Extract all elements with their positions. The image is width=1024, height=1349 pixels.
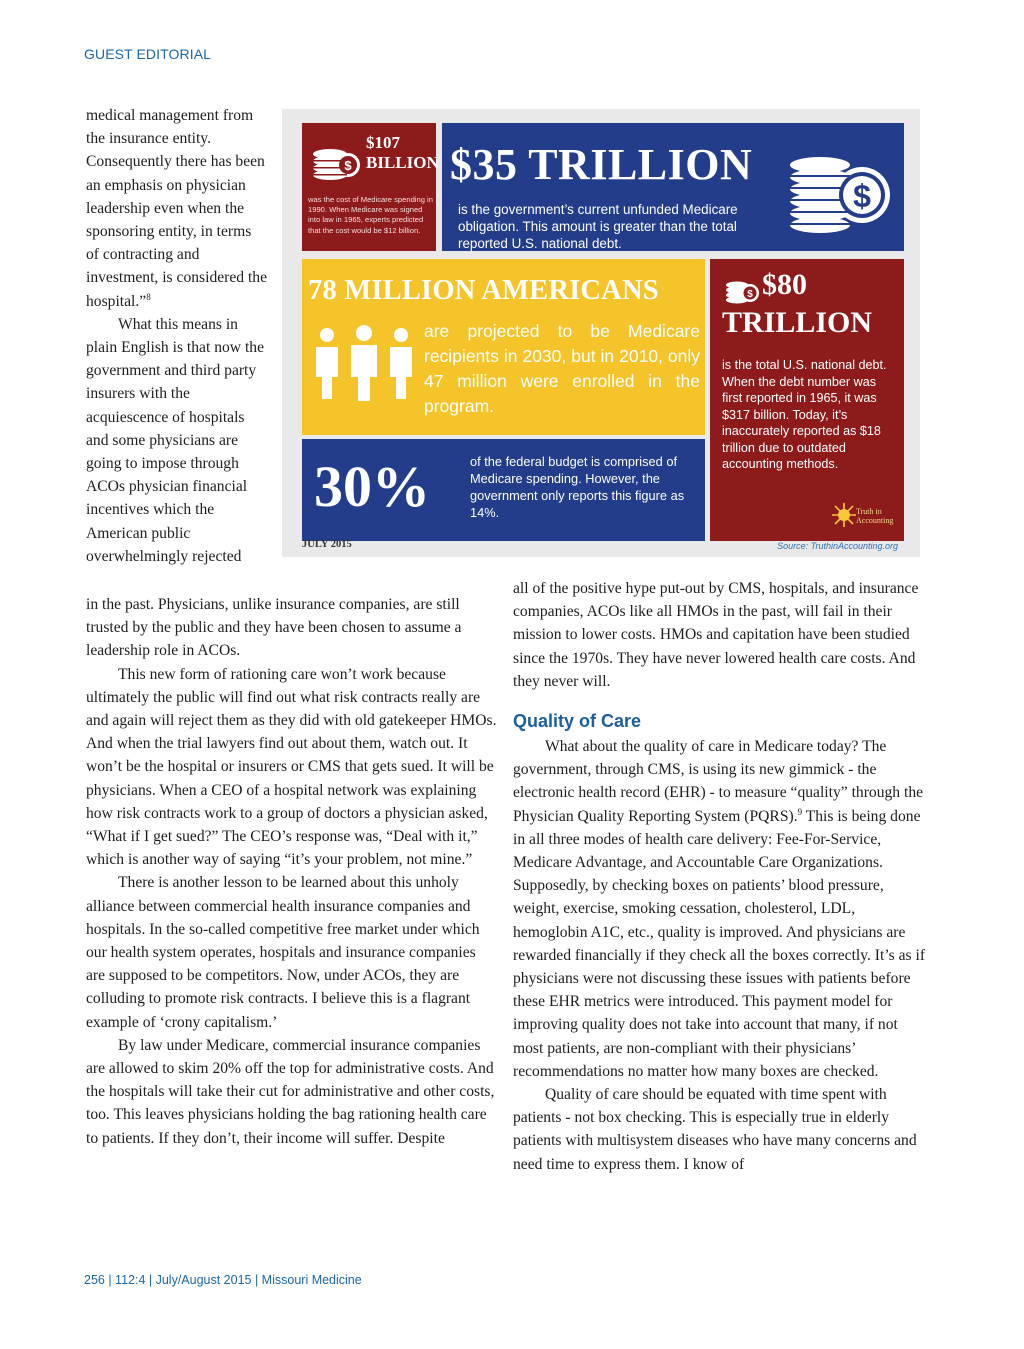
red2-unit: TRILLION xyxy=(722,306,873,339)
blue2-text: of the federal budget is comprised of Medicare spending. However, the government only reports this figure as 14%. xyxy=(470,454,685,520)
page-footer: 256 | 112:4 | July/August 2015 | Missouri Medicine xyxy=(84,1273,362,1287)
left-column-bottom xyxy=(86,593,498,1150)
svg-text:$: $ xyxy=(853,178,871,214)
box-107-billion xyxy=(302,123,439,251)
coin-stack-icon xyxy=(310,139,362,183)
paragraph-text: This is being done in all three modes of health care delivery: Fee-For-Service, Medicare Advantage, and Accountable Care Organizations. Supposedly, by checking boxes on patients’ blood pressure, weight, exercise, smoking cessation, cholesterol, LDL, hemoglobin A1C, etc., quality is improved. And physicians are rewarded financially if they check all the boxes correctly. It’s as if physicians were not discussing these issues with patients before these EHR metrics were introduced. This payment model for improving quality does not take into account that many, if not most patients, are non-compliant with their physicians’ recommendations no matter how many boxes are checked. xyxy=(513,807,926,1080)
infographic-date: JULY 2015 xyxy=(302,539,352,550)
blue1-text: is the government’s current unfunded Medicare obligation. This amount is greater than the total reported U.S. national debt. xyxy=(458,202,738,251)
box-35-trillion xyxy=(442,123,904,251)
red1-unit: BILLION xyxy=(366,153,439,172)
paragraph xyxy=(86,104,268,313)
box-30-percent xyxy=(302,439,705,541)
red2-amount: $80 xyxy=(762,268,807,301)
svg-text:$: $ xyxy=(344,158,352,173)
footnote-ref: 8 xyxy=(146,291,151,302)
paragraph: This new form of rationing care won’t work because ultimately the public will find out what risk contracts really are and again will reject them as they did with old gatekeeper HMOs. And when the trial lawyers find out about them, watch out. It won’t be the hospital or insurers or CMS that gets sued. It will be physicians. When a CEO of a hospital network was explaining how risk contracts work to a group of doctors a physician asked, “What if I get sued?” The CEO’s response was, “Deal with it,” which is another way of saying “it’s your problem, not mine.” xyxy=(86,665,497,869)
subheading-quality-of-care: Quality of Care xyxy=(513,711,642,732)
infographic-source: Source: TruthinAccounting.org xyxy=(777,541,898,551)
dollar-coin-icon xyxy=(786,141,894,237)
paragraph-text: What about the quality of care in Medicare today? The government, through CMS, is using its new gimmick - the electronic health record (EHR) - to measure “quality” through the Physician Quality Reporting System (PQRS). xyxy=(513,738,924,825)
people-icon xyxy=(312,325,416,401)
box-78-million xyxy=(302,259,705,435)
paragraph: By law under Medicare, commercial insurance companies are allowed to skim 20% off the top for administrative costs. And the hospitals will take their cut for administrative and other costs, too. This leaves physicians holding the bag rationing health care to patients. If they don’t, their income will suffer. Despite xyxy=(86,1036,495,1147)
red1-text: was the cost of Medicare spending in 1990. When Medicare was signed into law in 1965, experts predicted that the cost would be $12 billion. xyxy=(308,195,433,235)
red2-text: is the total U.S. national debt. When the debt number was first reported in 1965, it was $317 billion. Today, it’s inaccurately reported as $18 trillion due to outdated accounting methods. xyxy=(722,358,887,471)
red1-amount: $107 xyxy=(366,133,400,152)
section-label: GUEST EDITORIAL xyxy=(84,46,212,62)
blue2-percent: 30% xyxy=(314,454,430,519)
paragraph-text: medical management from the insurance entity. Consequently there has been an emphasis on physician leadership even when the sponsoring entity, in terms of contracting and investment, is considered the hospital.” xyxy=(86,107,268,310)
paragraph: all of the positive hype put-out by CMS, hospitals, and insurance companies, ACOs like all HMOs in the past, will fail in their mission to lower costs. HMOs and capitation have been studied since the 1970s. They have never lowered health care costs. And they never will. xyxy=(513,580,919,690)
footnote-ref: 9 xyxy=(797,806,803,817)
blue1-heading: $35 TRILLION xyxy=(450,140,753,189)
coin-stack-icon xyxy=(724,275,760,305)
truth-in-accounting-logo-text: Truth in Accounting xyxy=(856,507,894,525)
svg-text:$: $ xyxy=(747,289,753,300)
box-80-trillion xyxy=(710,259,904,541)
right-column xyxy=(513,577,927,1176)
paragraph: Quality of care should be equated with time spent with patients - not box checking. This is especially true in elderly patients with multisystem diseases who have many concerns and need time to express them. I know of xyxy=(513,1086,917,1173)
paragraph xyxy=(513,735,927,1083)
yellow-heading: 78 MILLION AMERICANS xyxy=(308,275,659,306)
yellow-text: are projected to be Medicare recipients in 2030, but in 2010, only 47 million were enrolled in the program. xyxy=(424,321,700,416)
medicare-infographic xyxy=(282,109,920,557)
paragraph: There is another lesson to be learned about this unholy alliance between commercial health insurance companies and hospitals. In the so-called competitive free market under which our health system operates, hospitals and insurance companies are supposed to be competitors. Now, under ACOs, they are colluding to promote risk contracts. I believe this is a flagrant example of ‘crony capitalism.’ xyxy=(86,874,480,1031)
paragraph: in the past. Physicians, unlike insurance companies, are still trusted by the public and they have been chosen to assume a leadership role in ACOs. xyxy=(86,596,462,660)
left-column-top xyxy=(86,104,268,568)
paragraph: What this means in plain English is that now the government and third party insurers with the acquiescence of hospitals and some physicians are going to impose through ACOs physician financial incentives which the American public overwhelmingly rejected xyxy=(86,315,265,565)
